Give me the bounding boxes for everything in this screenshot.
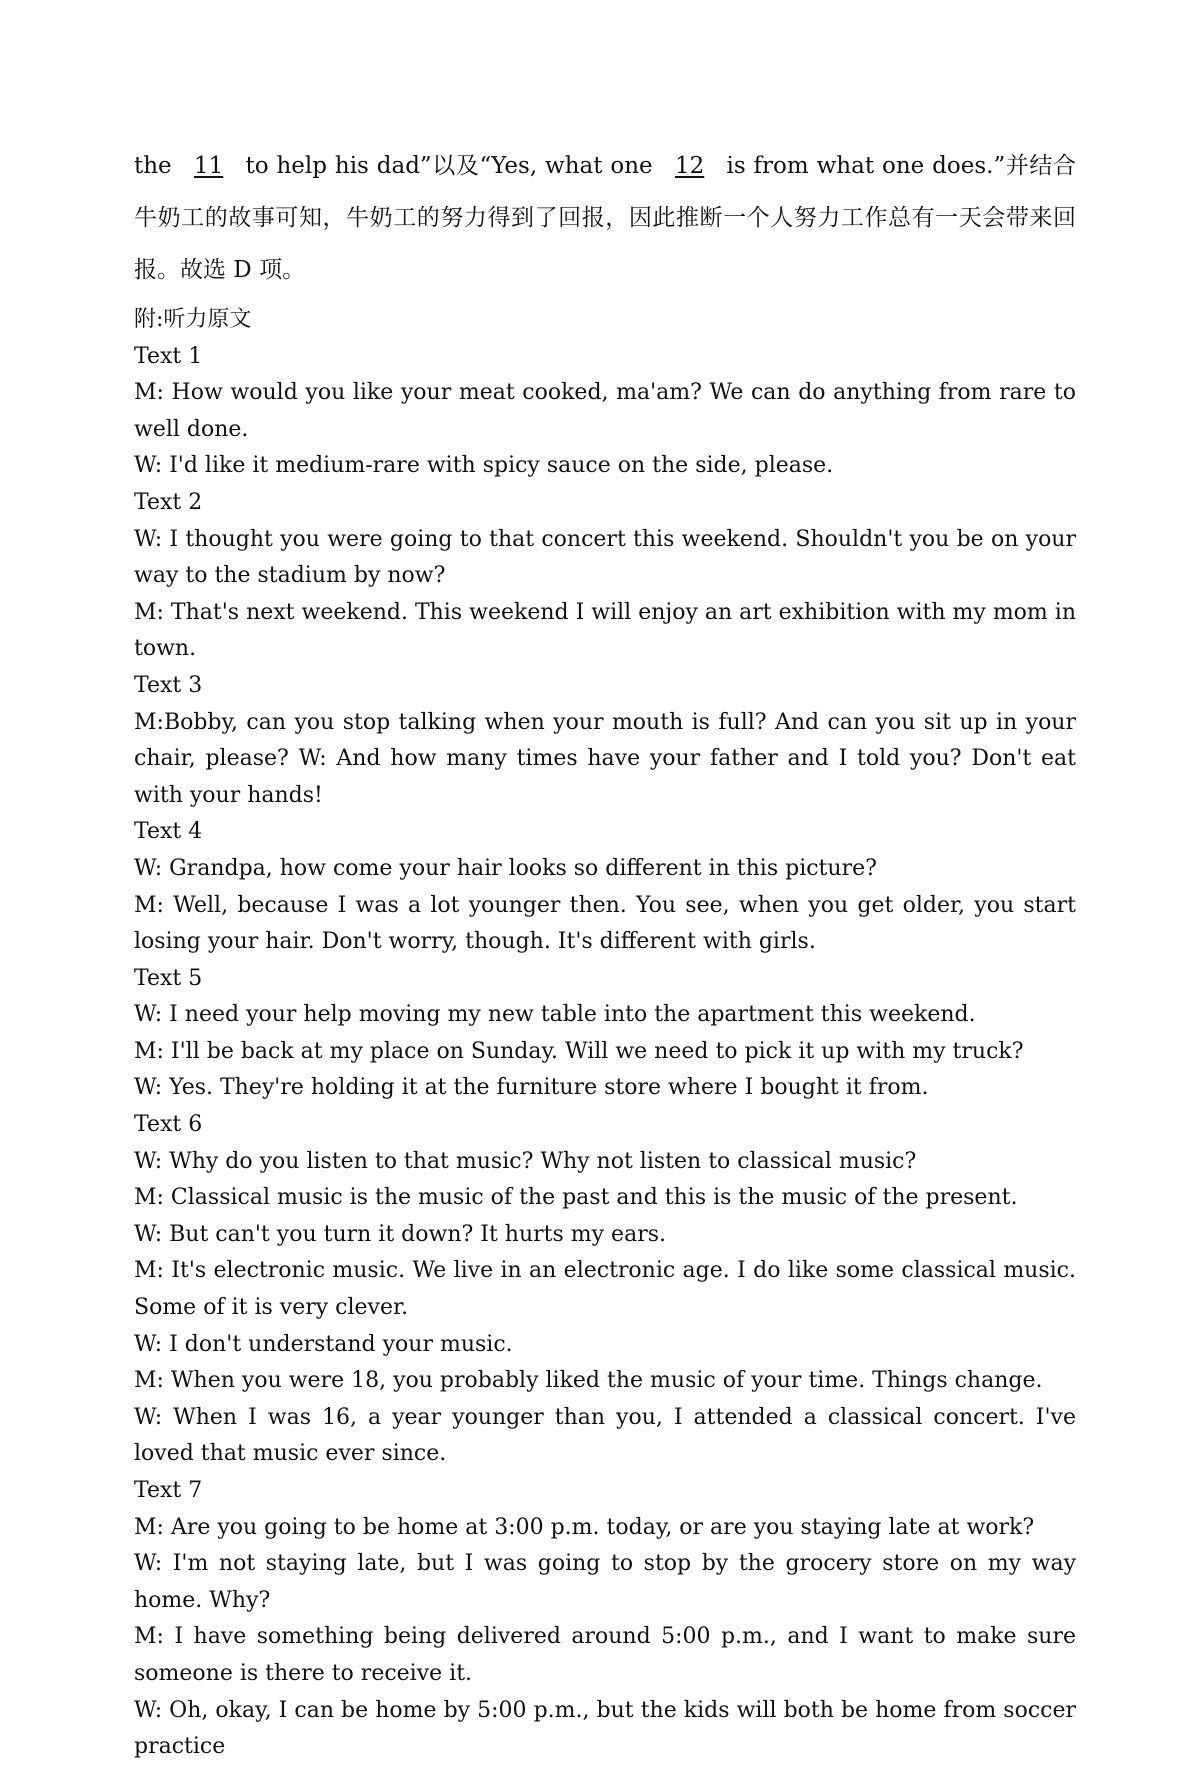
intro-text-1: the: [134, 153, 180, 179]
dialogue-line: M:Bobby, can you stop talking when your mouth is full? And can you sit up in your chair, please? W: And how many times have your father and I told you? Don't eat with your hands!: [134, 709, 1076, 808]
blank-11: 11: [193, 153, 224, 179]
dialogue-line: M: It's electronic music. We live in an electronic age. I do like some classical music. Some of it is very clever.: [134, 1258, 1076, 1321]
dialogue-line: M: Classical music is the music of the past and this is the music of the present.: [134, 1185, 1018, 1211]
dialogue-line: M: That's next weekend. This weekend I will enjoy an art exhibition with my mom in town.: [134, 599, 1076, 662]
appendix-title: 附:听力原文: [134, 307, 252, 332]
dialogue-line: W: Grandpa, how come your hair looks so different in this picture?: [134, 855, 877, 881]
dialogue-line: W: Why do you listen to that music? Why not listen to classical music?: [134, 1148, 917, 1174]
section-heading: Text 7: [134, 1478, 203, 1503]
dialogue-line: M: I'll be back at my place on Sunday. Will we need to pick it up with my truck?: [134, 1038, 1024, 1064]
dialogue-line: W: I thought you were going to that concert this weekend. Shouldn't you be on your way to the stadium by now?: [134, 526, 1076, 589]
answer-explanation: [134, 140, 1076, 296]
section-heading: Text 1: [134, 343, 203, 369]
dialogue-line: W: I'm not staying late, but I was going to stop by the grocery store on my way home. Why?: [134, 1551, 1076, 1613]
section-heading: Text 5: [134, 965, 203, 991]
dialogue-line: W: Oh, okay, I can be home by 5:00 p.m., but the kids will both be home from soccer practice: [134, 1697, 1076, 1760]
section-heading: Text 4: [134, 819, 203, 845]
dialogue-line: W: I don't understand your music.: [134, 1331, 513, 1357]
blank-12: 12: [674, 153, 705, 179]
document-page: [134, 140, 1076, 1766]
intro-text-2: to help his dad”以及“Yes, what one: [237, 153, 661, 179]
dialogue-line: W: When I was 16, a year younger than you, I attended a classical concert. I've loved that music ever since.: [134, 1404, 1076, 1467]
dialogue-line: W: Yes. They're holding it at the furniture store where I bought it from.: [134, 1075, 929, 1101]
dialogue-line: M: How would you like your meat cooked, ma'am? We can do anything from rare to well done.: [134, 380, 1076, 442]
dialogue-line: M: I have something being delivered around 5:00 p.m., and I want to make sure someone is there to receive it.: [134, 1624, 1076, 1686]
section-heading: Text 3: [134, 672, 203, 698]
dialogue-line: W: But can't you turn it down? It hurts my ears.: [134, 1221, 666, 1247]
dialogue-line: M: Are you going to be home at 3:00 p.m. today, or are you staying late at work?: [134, 1514, 1035, 1540]
dialogue-line: W: I need your help moving my new table into the apartment this weekend.: [134, 1002, 976, 1028]
section-heading: Text 6: [134, 1112, 203, 1138]
listening-transcript: [134, 339, 1076, 1766]
dialogue-line: M: Well, because I was a lot younger then. You see, when you get older, you start losing your hair. Don't worry, though. It's different with girls.: [134, 892, 1076, 955]
intro-text-3: is from what one does.”并结合牛奶工的故事可知，牛奶工的努力得到了回报，因此推断一个人努力工作总有一天会带来回报。故选 D 项。: [134, 153, 1076, 283]
dialogue-line: M: When you were 18, you probably liked the music of your time. Things change.: [134, 1368, 1043, 1394]
dialogue-line: W: I'd like it medium-rare with spicy sauce on the side, please.: [134, 453, 834, 479]
section-heading: Text 2: [134, 489, 203, 515]
